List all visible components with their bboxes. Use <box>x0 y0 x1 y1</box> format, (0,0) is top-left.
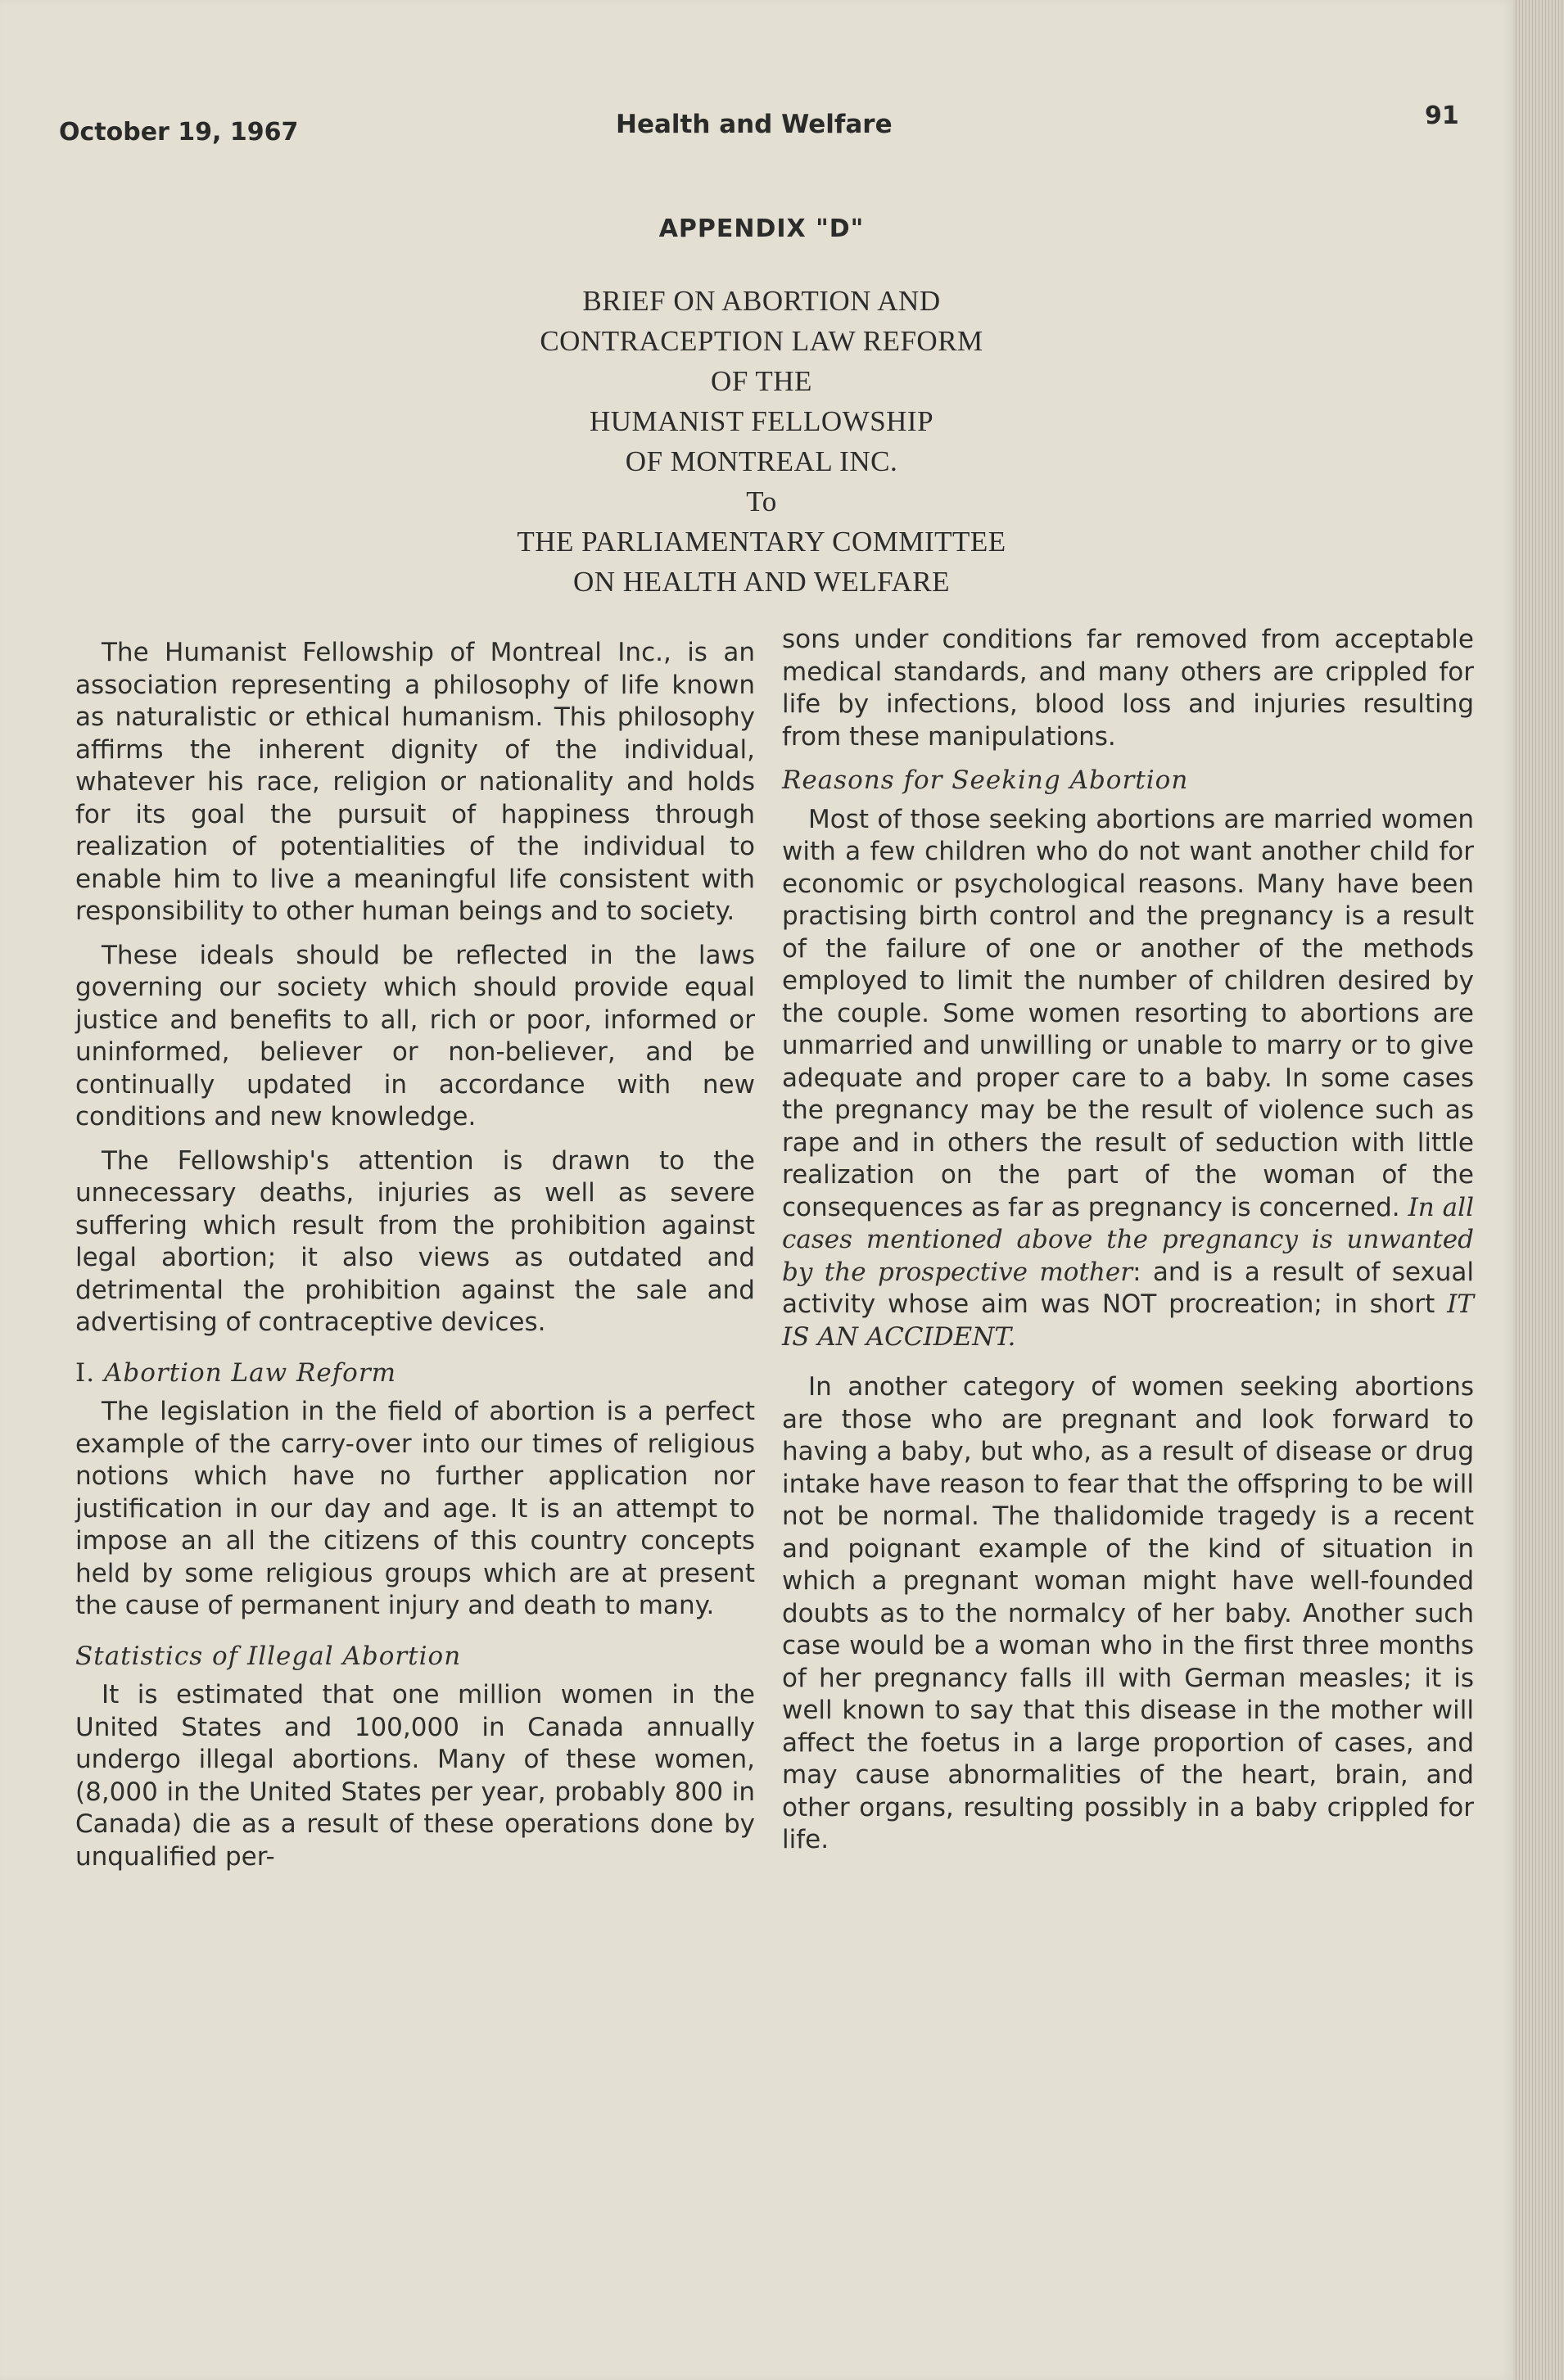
header-section: Health and Welfare <box>616 110 893 139</box>
running-header <box>0 0 1513 164</box>
paragraph-attention: The Fellowship's attention is drawn to the unnecessary deaths, injuries as well as severe suffering which result from the prohibition against legal abortion; it also views as outdated and detrimental the prohibition against the sale and advertising of contraceptive devices. <box>75 1145 755 1337</box>
subsection-heading-statistics: Statistics of Illegal Abortion <box>75 1641 462 1671</box>
paragraph-continuation: sons under conditions far removed from acceptable medical standards, and many others are crippled for life by infections, blood loss and injuries resulting from these manipulations. <box>782 625 1474 752</box>
title-line: HUMANIST FELLOWSHIP <box>589 405 934 437</box>
page-edge <box>1513 0 1564 2380</box>
reasons-text: Most of those seeking abortions are married women with a few children who do not want another child for economic or psychological reasons. Many have been practising birth control and the pregnancy is a result of the failure of one or another of the methods employed to limit the number of children desired by the couple. Some women resorting to abortions are unmarried and unwilling or unable to marry or to give adequate and proper care to a baby. In some cases the pregnancy may be the result of violence such as rape and in others the result of seduction with little realization on the part of the woman of the consequences as far as pregnancy is concerned. <box>782 804 1474 1222</box>
section-title: Abortion Law Reform <box>103 1357 397 1388</box>
title-line: To <box>746 485 777 517</box>
title-line: CONTRACEPTION LAW REFORM <box>540 325 983 357</box>
title-line: BRIEF ON ABORTION AND <box>582 285 941 317</box>
paragraph-reasons <box>782 804 1474 1354</box>
title-block <box>401 215 1122 602</box>
title-line: OF MONTREAL INC. <box>625 445 898 477</box>
title-line: ON HEALTH AND WELFARE <box>573 566 950 598</box>
paragraph-statistics: It is estimated that one million women in the United States and 100,000 in Canada annually undergo illegal abortions. Many of these women, (8,000 in the United States per year, probably 800 in Canada) die as a result of these operations done by unqualified per- <box>75 1680 755 1872</box>
title-line: OF THE <box>711 365 812 397</box>
accident-emphasis: IT IS AN ACCIDENT. <box>782 1289 1474 1352</box>
paragraph-ideals: These ideals should be reflected in the laws governing our society which should provide equal justice and benefits to all, rich or poor, informed or uninformed, believer or non-believer, and be continually updated in accordance with new conditions and new knowledge. <box>75 940 755 1131</box>
subsection-heading-reasons: Reasons for Seeking Abortion <box>782 765 1189 795</box>
header-date: October 19, 1967 <box>59 118 299 147</box>
paragraph-intro: The Humanist Fellowship of Montreal Inc., is an association representing a philosophy of life known as naturalistic or ethical humanism. This philosophy affirms the inherent dignity of the individual, whatever his race, religion or nationality and holds for its goal the pursuit of happiness through realization of potentialities of the individual to enable him to live a meaningful life consistent with responsibility to other human beings and to society. <box>75 638 755 926</box>
right-column <box>782 624 1474 1868</box>
left-column <box>75 637 755 1885</box>
section-number: I. <box>75 1357 96 1388</box>
section-heading-abortion-law-reform <box>75 1357 755 1390</box>
reasons-italic-text: In all cases mentioned above the pregnancy is unwanted by the prospective mother <box>782 1192 1474 1287</box>
appendix-label: APPENDIX "D" <box>658 215 865 243</box>
paragraph-another-category: In another category of women seeking abortions are those who are pregnant and look forward to having a baby, but who, as a result of disease or drug intake have reason to fear that the offspring to be will not be normal. The thalidomide tragedy is a recent and poignant example of the kind of situation in which a pregnant woman might have well-founded doubts as to the normalcy of her baby. Another such case would be a woman who in the first three months of her pregnancy falls ill with German measles; it is well known to say that this disease in the mother will affect the foetus in a large proportion of cases, and may cause abnormalities of the heart, brain, and other organs, resulting possibly in a baby crippled for life. <box>782 1372 1474 1854</box>
page-number: 91 <box>1425 102 1459 130</box>
paragraph-legislation: The legislation in the field of abortion is a perfect example of the carry-over into our times of religious notions which have no further application nor justification in our day and age. It is an attempt to impose an all the citizens of this country concepts held by some religious groups which are at present the cause of permanent injury and death to many. <box>75 1397 755 1620</box>
reasons-tail-text: : and is a result of sexual activity whose aim was NOT procreation; in short <box>782 1257 1474 1319</box>
title-line: THE PARLIAMENTARY COMMITTEE <box>517 526 1006 558</box>
